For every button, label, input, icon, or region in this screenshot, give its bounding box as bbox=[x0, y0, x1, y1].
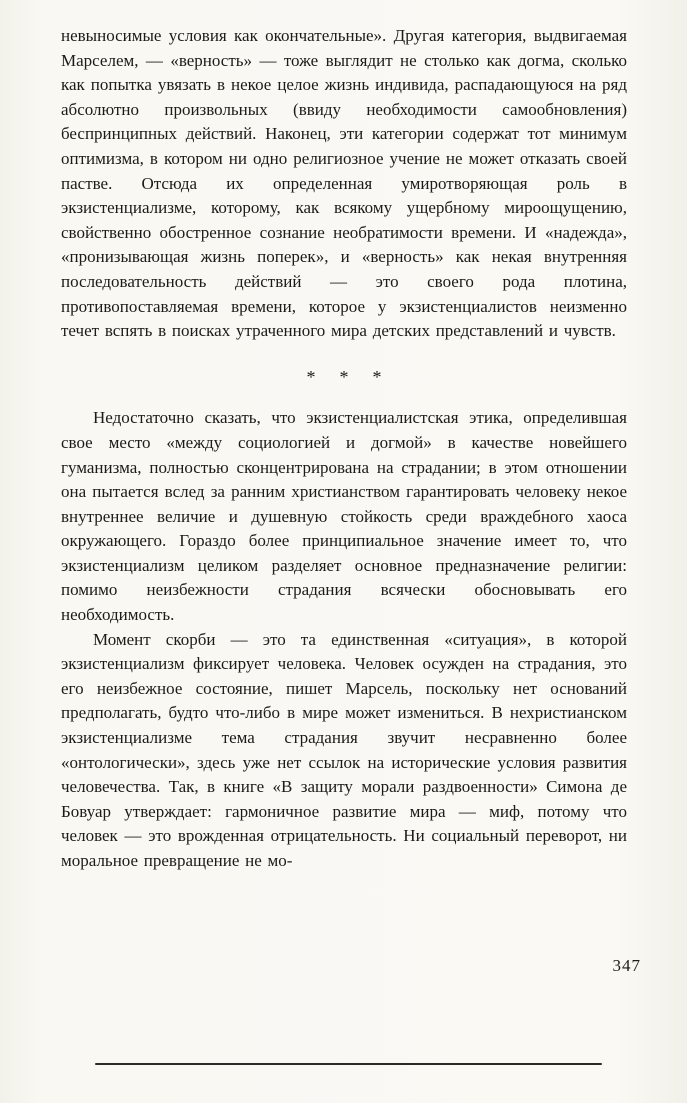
scan-artifact-line bbox=[95, 1063, 602, 1065]
page-number: 347 bbox=[612, 956, 641, 975]
paragraph: Момент скорби — это та единственная «ситуация», в которой экзистенциализм фиксирует человека. Человек осужден на страдания, это его неизбежное состояние, пишет Марсель, поскольку нет оснований предполагать, будто что-либо в мире может измениться. В нехристианском экзистенциализме тема страдания звучит несравненно более «онтологически», здесь уже нет ссылок на исторические условия развития человечества. Так, в книге «В защиту морали раздвоенности» Симона де Бовуар утверждает: гармоничное развитие мира — миф, потому что человек — это врожденная отрицательность. Ни социальный переворот, ни моральное превращение не мо- bbox=[61, 629, 627, 870]
page-text bbox=[61, 24, 627, 874]
paragraph: Недостаточно сказать, что экзистенциалистская этика, определившая свое место «между социологией и догмой» в качестве новейшего гуманизма, полностью сконцентрирована на страдании; в этом отношении она пытается вслед за ранним христианством гарантировать человеку некое внутреннее величие и душевную стойкость среди враждебного хаоса окружающего. Гораздо более принципиальное значение имеет то, что экзистенциализм целиком разделяет основное предназначение религии: помимо неизбежности страдания всячески обосновывать его необходимость. bbox=[61, 408, 627, 625]
section-separator: * * * bbox=[306, 366, 391, 387]
paragraph: невыносимые условия как окончательные». Другая категория, выдвигаемая Марселем, — «верность» — тоже выглядит не столько как догма, сколько как попытка увязать в некое целое жизнь индивида, распадающуюся на ряд абсолютно произвольных (ввиду необходимости самообновления) беспринципных действий. Наконец, эти категории содержат тот минимум оптимизма, в котором ни одно религиозное учение не может отказать своей пастве. Отсюда их определенная умиротворяющая роль в экзистенциализме, которому, как всякому ущербному мироощущению, свойственно обостренное сознание необратимости времени. И «надежда», «пронизывающая жизнь поперек», и «верность» как некая внутренняя последовательность действий — это своего рода плотина, противопоставляемая времени, которое у экзистенциалистов неизменно течет вспять в поисках утраченного мира детских представлений и чувств. bbox=[61, 26, 627, 341]
